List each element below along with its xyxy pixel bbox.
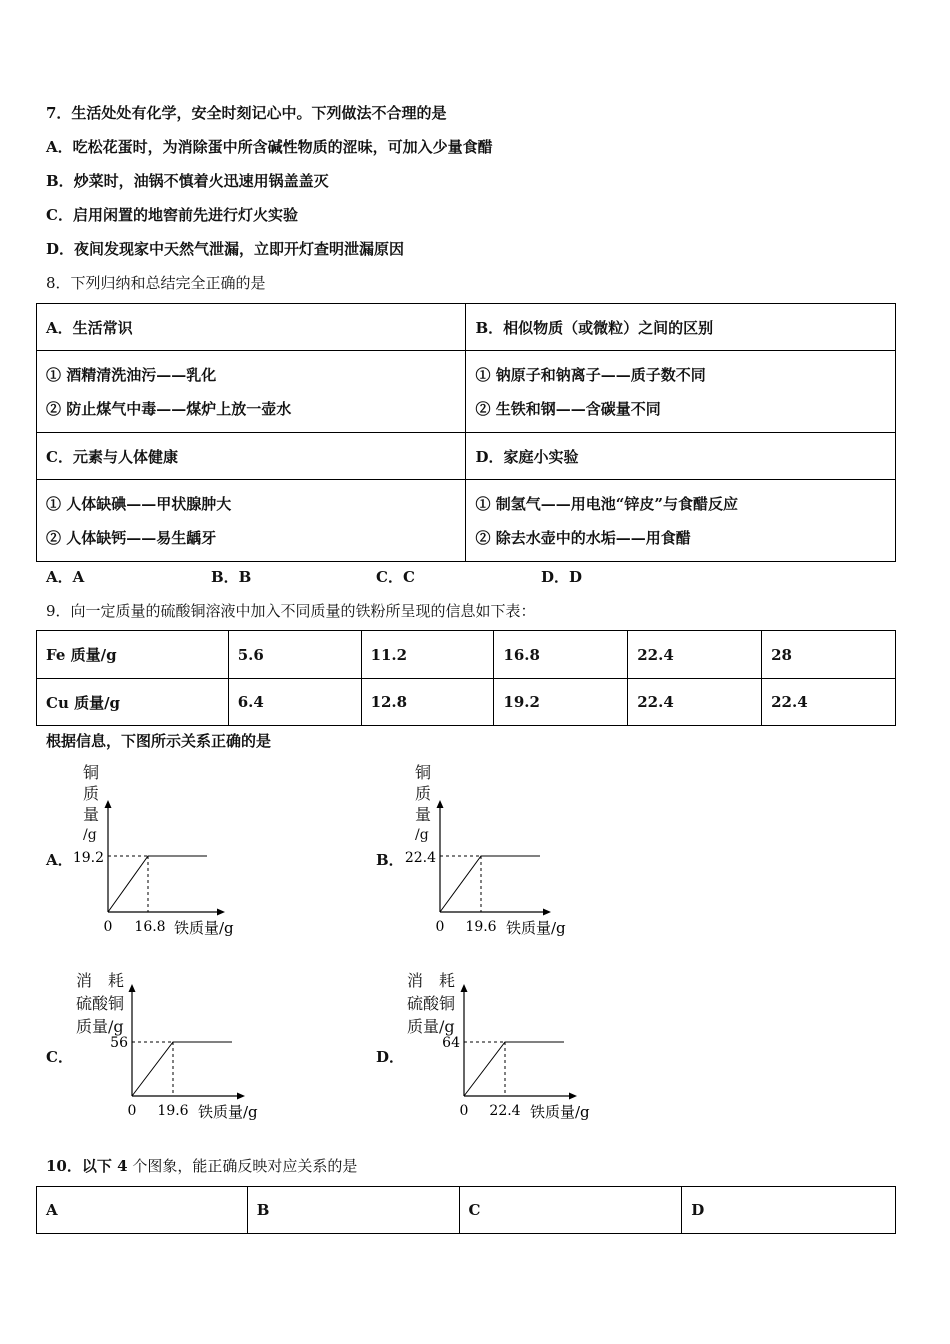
- origin-label: 0: [103, 919, 113, 935]
- graph-c-ylabel-line: 质量/g: [76, 1017, 124, 1036]
- q8-cell-d-body: [466, 480, 896, 562]
- q8-cell-c-head: C．元素与人体健康: [37, 433, 466, 480]
- q9-question: 根据信息，下图所示关系正确的是: [46, 732, 272, 750]
- q8-cell-b-body: [466, 351, 896, 433]
- q8-cell-c-body: [37, 480, 466, 562]
- graph-d-letter: D．: [376, 1048, 405, 1066]
- q8-b-item-1: ① 钠原子和钠离子——质子数不同: [475, 365, 706, 384]
- x-tick-label: 19.6: [157, 1103, 189, 1119]
- graph-b-letter: B．: [376, 851, 404, 869]
- q8-d-item-2: ② 除去水壶中的水垢——用食醋: [475, 528, 691, 547]
- q8-d-item-1: ① 制氢气——用电池“锌皮”与食醋反应: [475, 494, 738, 513]
- x-axis-label: 铁质量/g: [506, 919, 566, 937]
- graph-d-ylabel-line: 硫酸铜: [407, 994, 456, 1013]
- graph-c: [84, 984, 284, 1124]
- q10-table: [36, 1186, 896, 1234]
- y-axis-arrow-icon: [129, 984, 136, 992]
- y-axis-arrow-icon: [461, 984, 468, 992]
- x-axis-arrow-icon: [569, 1093, 577, 1100]
- q9-cu-value: 22.4: [628, 679, 762, 726]
- q8-choice-d: D．D: [541, 568, 583, 586]
- graph-a-ylabel-line: 质: [83, 784, 100, 803]
- y-axis-arrow-icon: [105, 800, 112, 808]
- q8-b-item-2: ② 生铁和钢——含碳量不同: [475, 399, 661, 418]
- q8-cell-d-head: D．家庭小实验: [466, 433, 896, 480]
- q7-option-a: A．吃松花蛋时，为消除蛋中所含碱性物质的涩味，可加入少量食醋: [46, 138, 493, 156]
- graph-d-ylabel-line: 消 耗: [407, 971, 456, 990]
- x-axis-label: 铁质量/g: [174, 919, 234, 937]
- x-axis-arrow-icon: [217, 909, 225, 916]
- q9-fe-value: 22.4: [628, 631, 762, 679]
- graph-b-ylabel-line: 质: [415, 784, 432, 803]
- q8-cell-a-body: [37, 351, 466, 433]
- y-tick-label: 64: [442, 1035, 460, 1051]
- q8-choice-b: B．B: [211, 568, 252, 586]
- q8-table: [36, 303, 896, 562]
- x-tick-label: 16.8: [134, 919, 166, 935]
- graph-a-ylabel-line: /g: [83, 827, 97, 843]
- graph-c-ylabel-line: 消 耗: [76, 971, 125, 990]
- x-axis-label: 铁质量/g: [530, 1103, 590, 1121]
- y-tick-label: 19.2: [72, 850, 104, 866]
- q7-stem: 7．生活处处有化学，安全时刻记心中。下列做法不合理的是: [46, 104, 447, 122]
- origin-label: 0: [127, 1103, 137, 1119]
- q8-c-item-2: ② 人体缺钙——易生龋牙: [46, 528, 217, 547]
- graph-a: [60, 800, 260, 940]
- graph-c-ylabel-line: 硫酸铜: [76, 994, 125, 1013]
- q8-cell-b-head: B．相似物质（或微粒）之间的区别: [466, 304, 896, 351]
- data-line: [440, 856, 540, 912]
- data-line: [132, 1042, 232, 1096]
- q10-header-d: D: [682, 1187, 896, 1234]
- q9-cu-label: Cu 质量/g: [37, 679, 229, 726]
- origin-label: 0: [435, 919, 445, 935]
- q9-fe-label: Fe 质量/g: [37, 631, 229, 679]
- y-tick-label: 56: [110, 1035, 128, 1051]
- q8-a-item-2: ② 防止煤气中毒——煤炉上放一壶水: [46, 399, 292, 418]
- q9-fe-value: 11.2: [361, 631, 494, 679]
- graph-b-ylabel-line: 量: [415, 805, 432, 824]
- q10-stem-number: 10．以下 4: [46, 1157, 128, 1175]
- q7-option-c: C．启用闲置的地窖前先进行灯火实验: [46, 206, 298, 224]
- graph-d: [416, 984, 616, 1124]
- graph-b-ylabel-line: /g: [415, 827, 429, 843]
- q7-option-d: D．夜间发现家中天然气泄漏，立即开灯查明泄漏原因: [46, 240, 405, 258]
- q8-stem: 8．下列归纳和总结完全正确的是: [46, 274, 266, 292]
- q8-cell-a-head: A．生活常识: [37, 304, 466, 351]
- q10-header-b: B: [247, 1187, 459, 1234]
- q9-fe-value: 28: [762, 631, 896, 679]
- q8-choice-c: C．C: [376, 568, 415, 586]
- q9-cu-value: 22.4: [762, 679, 896, 726]
- graph-c-letter: C．: [46, 1048, 73, 1066]
- q9-stem: 9．向一定质量的硫酸铜溶液中加入不同质量的铁粉所呈现的信息如下表：: [46, 602, 536, 620]
- data-line: [108, 856, 207, 912]
- x-tick-label: 19.6: [465, 919, 497, 935]
- x-axis-arrow-icon: [543, 909, 551, 916]
- graph-b-ylabel-line: 铜: [415, 763, 432, 782]
- y-tick-label: 22.4: [404, 850, 436, 866]
- graph-a-letter: A．: [46, 851, 73, 869]
- q8-choice-a: A．A: [46, 568, 85, 586]
- data-line: [464, 1042, 564, 1096]
- graph-a-ylabel-line: 铜: [83, 763, 100, 782]
- graph-d-ylabel-line: 质量/g: [407, 1017, 455, 1036]
- q9-cu-value: 6.4: [228, 679, 361, 726]
- q10-header-a: A: [37, 1187, 248, 1234]
- q9-cu-value: 12.8: [361, 679, 494, 726]
- q10-header-c: C: [459, 1187, 682, 1234]
- q9-cu-value: 19.2: [494, 679, 628, 726]
- q9-fe-value: 5.6: [228, 631, 361, 679]
- q8-c-item-1: ① 人体缺碘——甲状腺肿大: [46, 494, 232, 513]
- y-axis-arrow-icon: [437, 800, 444, 808]
- q9-table: [36, 630, 896, 726]
- graph-a-ylabel-line: 量: [83, 805, 100, 824]
- x-tick-label: 22.4: [489, 1103, 521, 1119]
- q7-option-b: B．炒菜时，油锅不慎着火迅速用锅盖盖灭: [46, 172, 329, 190]
- q10-stem-text: 个图象，能正确反映对应关系的是: [127, 1157, 358, 1175]
- x-axis-label: 铁质量/g: [198, 1103, 258, 1121]
- q10-stem: [46, 1155, 357, 1176]
- graph-b: [392, 800, 592, 940]
- x-axis-arrow-icon: [237, 1093, 245, 1100]
- q8-a-item-1: ① 酒精清洗油污——乳化: [46, 365, 217, 384]
- q9-fe-value: 16.8: [494, 631, 628, 679]
- origin-label: 0: [459, 1103, 469, 1119]
